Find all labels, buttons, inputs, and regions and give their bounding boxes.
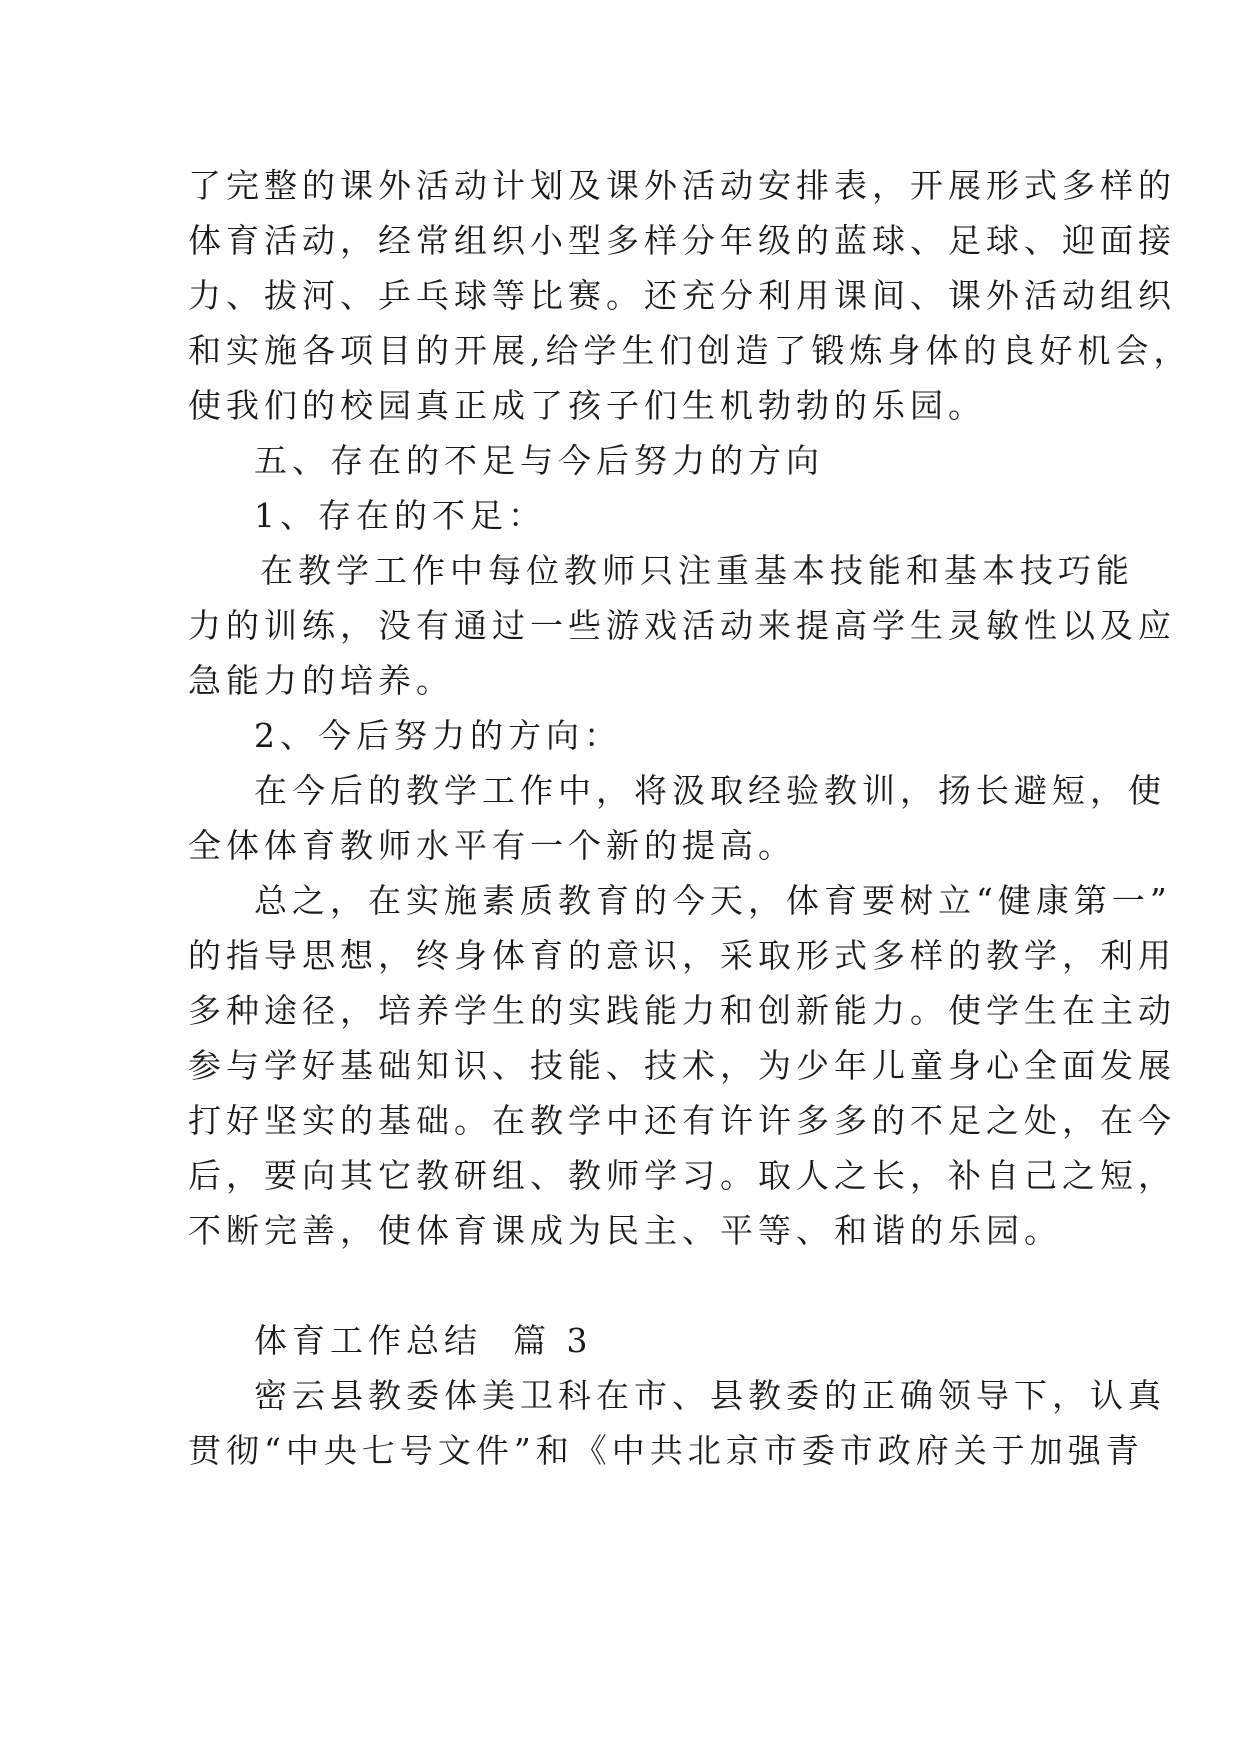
document-body: [188, 158, 1192, 1478]
text-line: 在今后的教学工作中，将汲取经验教训，扬长避短，使: [254, 771, 1166, 810]
paragraph-article-three: [188, 1368, 1166, 1478]
subheading-direction: 2、今后努力的方向：: [254, 716, 622, 755]
text-line: 参与学好基础知识、技能、技术，为少年儿童身心全面发展: [188, 1046, 1176, 1085]
text-line: 总之，在实施素质教育的今天，体育要树立“健康第一”: [254, 881, 1172, 920]
section-heading: 五、存在的不足与今后努力的方向: [254, 441, 824, 480]
section-spacer: [188, 1258, 1058, 1313]
text-line: 在教学工作中每位教师只注重基本技能和基本技巧能: [260, 551, 1134, 590]
text-line: 密云县教委体美卫科在市、县教委的正确领导下，认真: [254, 1376, 1166, 1415]
text-line: 贯彻“中央七号文件”和《中共北京市委市政府关于加强青: [188, 1431, 1144, 1470]
text-line: 全体体育教师水平有一个新的提高。: [188, 826, 796, 865]
text-line: 体育活动，经常组织小型多样分年级的蓝球、足球、迎面接: [188, 221, 1176, 260]
text-line: 力、拔河、乒乓球等比赛。还充分利用课间、课外活动组织: [188, 276, 1176, 315]
text-line: 急能力的培养。: [188, 661, 454, 700]
article-title: 体育工作总结 篇 3: [254, 1321, 593, 1360]
paragraph-conclusion: [188, 873, 1176, 1258]
text-line: 了完整的课外活动计划及课外活动安排表，开展形式多样的: [188, 166, 1176, 205]
text-line: 不断完善，使体育课成为民主、平等、和谐的乐园。: [188, 1211, 1062, 1250]
text-line: 力的训练，没有通过一些游戏活动来提高学生灵敏性以及应: [188, 606, 1176, 645]
paragraph-direction: [188, 763, 1166, 873]
text-line: 后，要向其它教研组、教师学习。取人之长，补自己之短，: [188, 1156, 1176, 1195]
text-line: 打好坚实的基础。在教学中还有许许多多的不足之处，在今: [188, 1101, 1176, 1140]
text-line: 和实施各项目的开展,给学生们创造了锻炼身体的良好机会，: [188, 331, 1192, 370]
text-line: 多种途径，培养学生的实践能力和创新能力。使学生在主动: [188, 991, 1176, 1030]
paragraph-shortcomings: [188, 543, 1176, 708]
subheading-shortcomings: 1、存在的不足：: [254, 496, 546, 535]
text-line: 的指导思想，终身体育的意识，采取形式多样的教学，利用: [188, 936, 1176, 975]
text-line: 使我们的校园真正成了孩子们生机勃勃的乐园。: [188, 386, 986, 425]
paragraph-activities: [188, 158, 1192, 433]
